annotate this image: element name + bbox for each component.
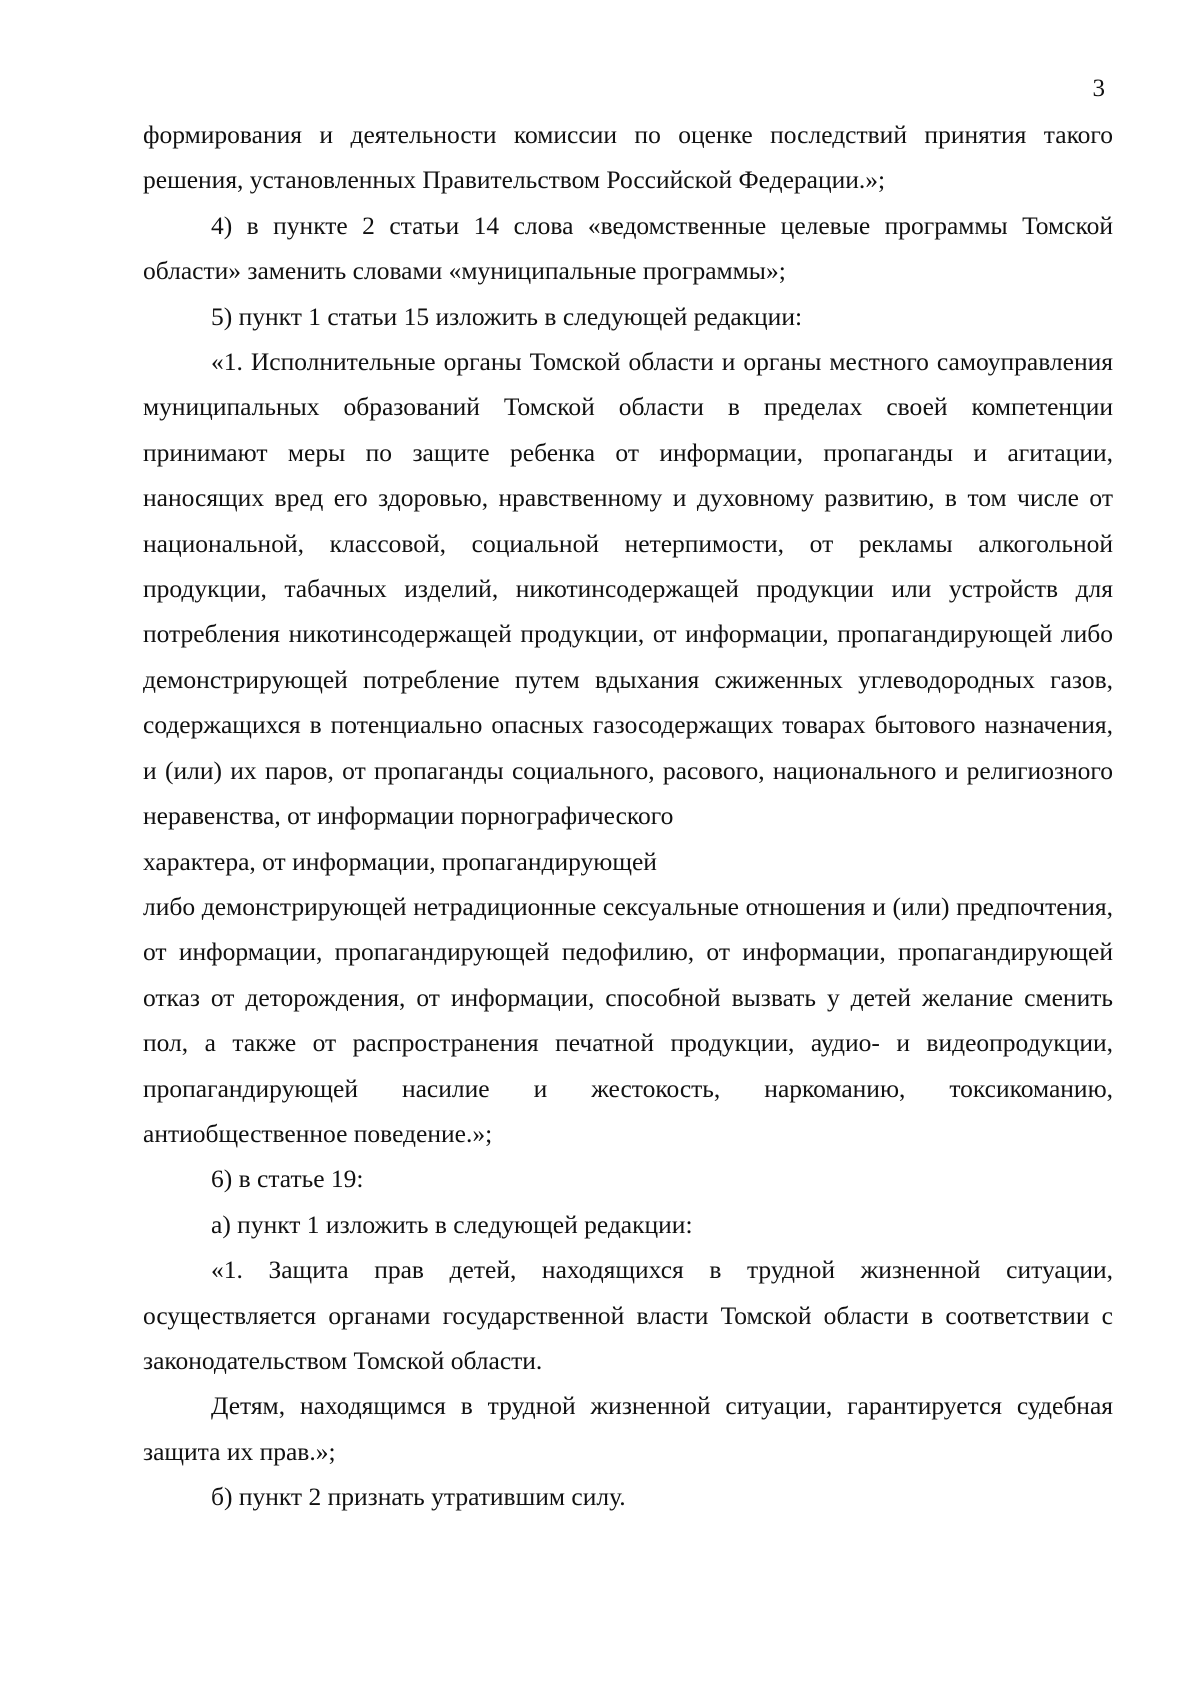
- paragraph-quote-end: либо демонстрирующей нетрадиционные сексуальные отношения и (или) предпочтения, от информации, пропагандирующей педофилию, от информации, пропагандирующей отказ от деторождения, от информации, способной вызвать у детей желание сменить пол, а также от распространения печатной продукции, аудио- и видеопродукции, пропагандирующей насилие и жестокость, наркоманию, токсикоманию, антиобщественное поведение.»;: [143, 891, 1113, 1148]
- paragraph-item-6: 6) в статье 19:: [211, 1164, 364, 1194]
- paragraph-spaced-line: характера, от информации, пропагандирующей: [143, 846, 657, 876]
- paragraph-continuation: формирования и деятельности комиссии по оценке последствий принятия такого решения, установленных Правительством Российской Федерации.»;: [143, 120, 1113, 195]
- document-body: [143, 112, 1113, 1520]
- paragraph-quote-start: «1. Исполнительные органы Томской области и органы местного самоуправления муниципальных образований Томской области в пределах своей компетенции принимают меры по защите ребенка от информации, пропаганды и агитации, наносящих вред его здоровью, нравственному и духовному развитию, в том числе от национальной, классовой, социальной нетерпимости, от рекламы алкогольной продукции, табачных изделий, никотинсодержащей продукции или устройств для потребления никотинсодержащей продукции, от информации, пропагандирующей либо демонстрирующей потребление путем вдыхания сжиженных углеводородных газов, содержащихся в потенциально опасных газосодержащих товарах бытового назначения, и (или) их паров, от пропаганды социального, расового, национального и религиозного неравенства, от информации порнографического: [143, 347, 1113, 831]
- paragraph-item-5: 5) пункт 1 статьи 15 изложить в следующей редакции:: [211, 301, 803, 331]
- page-number: 3: [1092, 75, 1105, 102]
- paragraph-item-4: 4) в пункте 2 статьи 14 слова «ведомственные целевые программы Томской области» заменить словами «муниципальные программы»;: [143, 210, 1113, 286]
- paragraph-subitem-a: а) пункт 1 изложить в следующей редакции:: [211, 1209, 693, 1239]
- paragraph-new-point-1: «1. Защита прав детей, находящихся в трудной жизненной ситуации, осуществляется органами государственной власти Томской области в соответствии с законодательством Томской области.: [143, 1255, 1113, 1375]
- paragraph-court-protection: Детям, находящимся в трудной жизненной ситуации, гарантируется судебная защита их прав.»;: [143, 1391, 1113, 1466]
- paragraph-subitem-b: б) пункт 2 признать утратившим силу.: [211, 1482, 626, 1512]
